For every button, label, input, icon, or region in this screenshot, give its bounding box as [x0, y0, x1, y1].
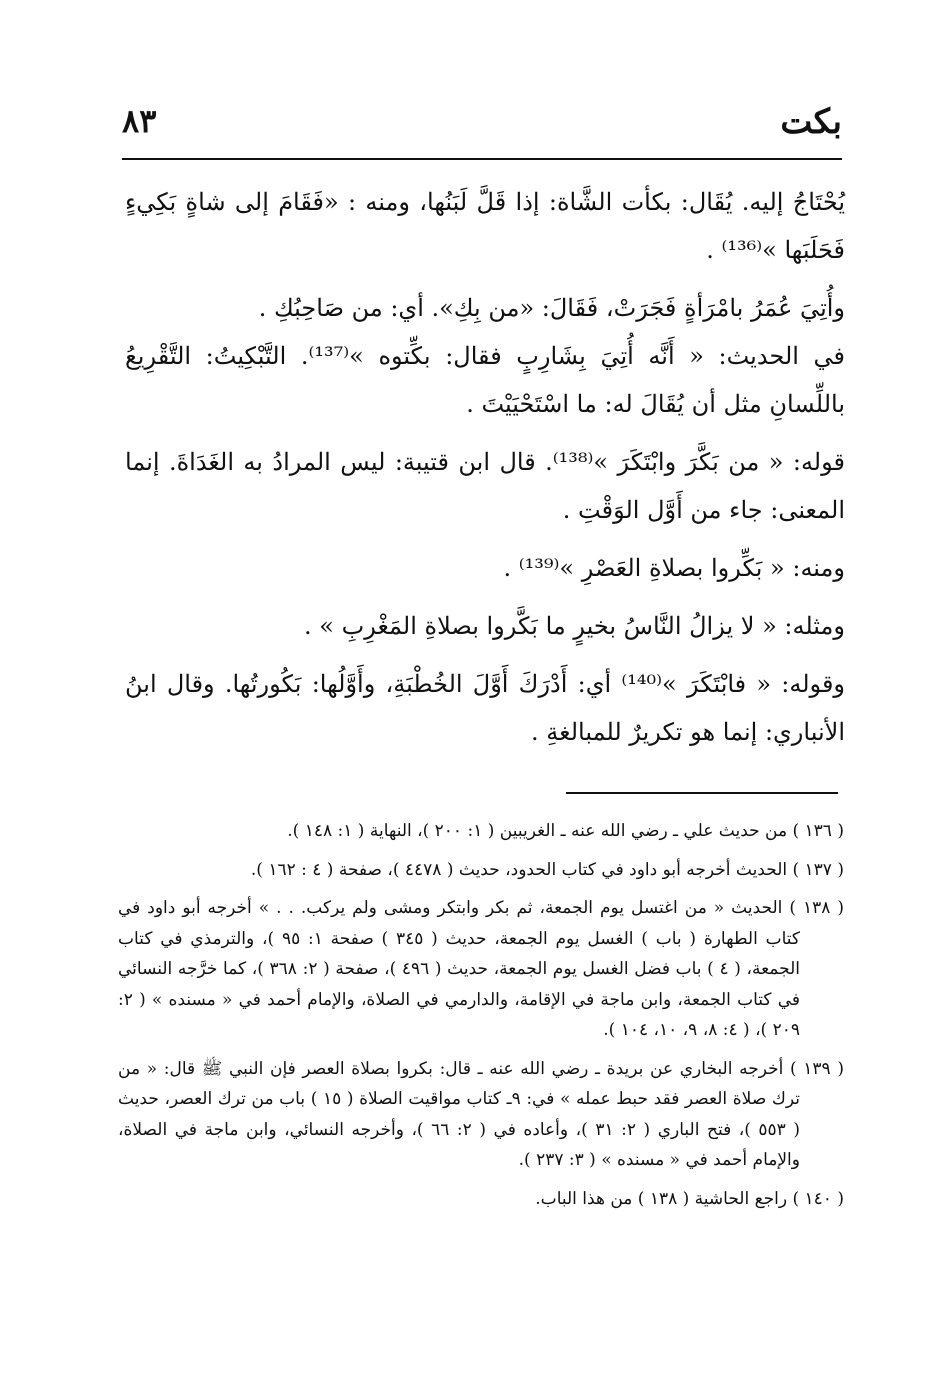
footnote-139: ( ١٣٩ ) أخرجه البخاري عن بريدة ـ رضي الله عنه ـ قال: بكروا بصلاة العصر فإن النبي ﷺ قال: « من ترك صلاة العصر فقد حبط عمله » في: ٩ـ كتاب مواقيت الصلاة ( ١٥ ) باب من ترك العصر، حديث ( ٥٥٣ )، فتح الباري ( ٢: ٣١ )، وأعاده في ( ٢: ٦٦ )، وأخرجه النسائي، وابن ماجة في الصلاة، والإمام أحمد في « مسنده » ( ٣: ٢٣٧ ). [118, 1058, 844, 1170]
page-header [122, 96, 842, 152]
page-number: ٨٣ [122, 102, 157, 140]
paragraph-umar: وأُتِيَ عُمَرُ بامْرَأةٍ فَجَرَتْ، فَقَالَ: «من بِكِ». أي: من صَاحِبُكِ . [258, 294, 845, 322]
paragraph-asr: ومنه: « بَكِّروا بصلاةِ العَصْرِ »⁽¹³⁹⁾ . [503, 554, 845, 582]
footnote-140: ( ١٤٠ ) راجع الحاشية ( ١٣٨ ) من هذا الباب. [535, 1188, 844, 1209]
footnote-137: ( ١٣٧ ) الحديث أخرجه أبو داود في كتاب الحدود، حديث ( ٤٤٧٨ )، صفحة ( ٤ : ١٦٢ ). [250, 859, 844, 880]
header-rule [122, 158, 842, 160]
footnote-136: ( ١٣٦ ) من حديث علي ـ رضي الله عنه ـ الغريبين ( ١: ٢٠٠ )، النهاية ( ١: ١٤٨ ). [287, 821, 844, 841]
footnote-rule [566, 792, 838, 794]
paragraph-bakkara: قوله: « من بَكَّرَ وابْتَكَرَ »⁽¹³⁸⁾. قال ابن قتيبة: ليس المرادُ به الغَدَاةَ. إنما المعنى: جاء من أَوَّل الوَقْتِ . [125, 448, 845, 524]
footnote-138: ( ١٣٨ ) الحديث « من اغتسل يوم الجمعة، ثم بكر وابتكر ومشى ولم يركب. . . » أخرجه أبو داود في كتاب الطهارة ( باب ) الغسل يوم الجمعة، حديث ( ٣٤٥ ) صفحة ١: ٩٥ )، والترمذي في كتاب الجمعة، ( ٤ ) باب فضل الغسل يوم الجمعة، حديث ( ٤٩٦ )، صفحة ( ٢: ٣٦٨ )، كما خرَّجه النسائي في كتاب الجمعة، وابن ماجة في الإقامة، والدارمي في الصلاة، والإمام أحمد في « مسنده » ( ٢: ٢٠٩ )، ( ٤: ٨، ٩، ١٠، ١٠٤ ). [118, 898, 844, 1040]
paragraph-tabkit: في الحديث: « أَنَّه أُتِيَ بِشَارِبٍ فقال: بكِّتوه »⁽¹³⁷⁾. التَّبْكِيتُ: التَّقْرِيعُ باللِّسانِ مثل أن يُقَالَ له: ما اسْتَحْيَيْتَ . [125, 342, 846, 418]
paragraph-maghrib: ومثله: « لا يزالُ النَّاسُ بخيرٍ ما بَكَّروا بصلاةِ المَغْرِبِ » . [304, 612, 845, 640]
paragraph-bakaat: يُحْتَاجُ إليه. يُقَال: بكأت الشَّاة: إذا قَلَّ لَبَنُها، ومنه : «فَقَامَ إلى شاةٍ بَكِيءٍ فَحَلَبَها »⁽¹³⁶⁾ . [125, 188, 845, 264]
footnotes [118, 816, 844, 1222]
paragraph-ibtakara: وقوله: « فابْتَكَرَ »⁽¹⁴⁰⁾ أي: أَدْرَكَ أَوَّلَ الخُطْبَةِ، وأَوَّلُها: بَكُورتُها. وقال ابنُ الأنباري: إنما هو تكريرٌ للمبالغةِ . [125, 670, 846, 746]
main-text [125, 178, 845, 766]
running-head: بكت [780, 102, 842, 142]
